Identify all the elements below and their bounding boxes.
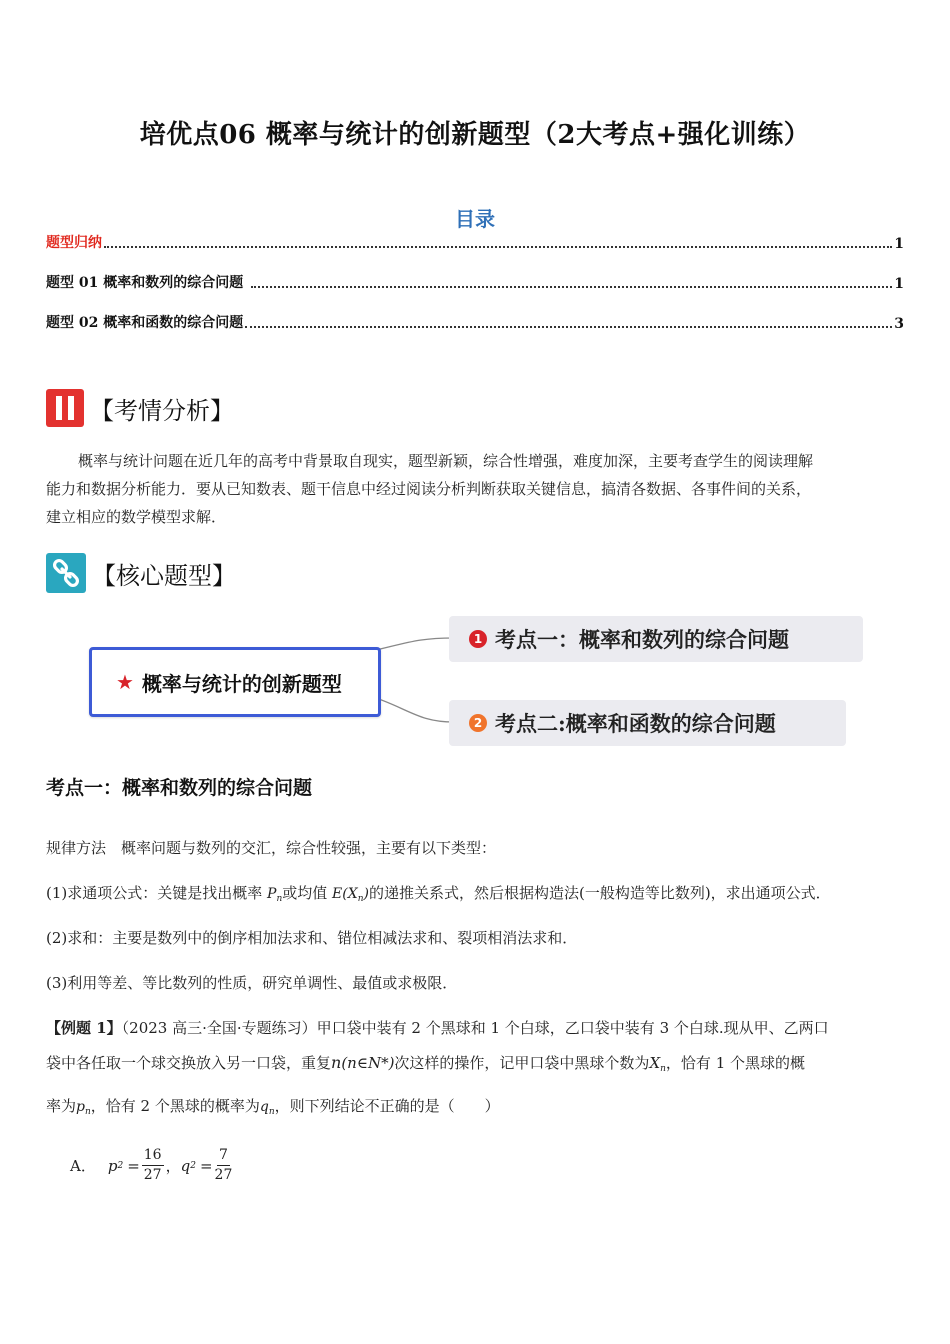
core-heading: 【核心题型】 [92,561,236,590]
text: ，恰有 1 个黑球的概 [665,1054,806,1072]
mindmap-root [89,647,381,717]
math-sub: n [268,1107,275,1117]
fraction [215,1146,233,1185]
mindmap-node-2 [449,700,846,746]
mindmap-root-label: 概率与统计的创新题型 [141,671,342,696]
text: (1)求通项公式：关键是找出概率 [46,884,268,902]
math-var: E [332,886,343,902]
text: ， [165,1157,181,1175]
toc-label: 题型 01 概率和数列的综合问题 [46,275,244,291]
mindmap-connectors [370,630,460,730]
toc-label: 题型 02 概率和函数的综合问题 [46,315,244,331]
method-item-1 [46,882,831,904]
math-sub: n [660,1064,666,1074]
example-line-3 [46,1095,500,1117]
analysis-heading: 【考情分析】 [90,396,234,425]
text: 或均值 [282,884,333,902]
fraction [142,1146,164,1185]
toc-leader [251,285,892,288]
core-section-header [46,553,236,593]
analysis-section-header [46,389,234,427]
mindmap-node-1 [449,616,863,662]
math-op: = [127,1156,140,1175]
math-var: P [267,886,277,902]
math-var: n [331,1053,342,1072]
text: （2023 高三·全国·专题练习）甲口袋中装有 2 个黑球和 1 个白球，乙口袋中装有 3 个白球.现从甲、乙两口 [121,1019,829,1037]
mindmap-node-label: 考点二:概率和函数的综合问题 [495,711,776,736]
example-line-1 [46,1017,829,1038]
math-var: p [107,1156,118,1175]
math-op: = [199,1156,213,1175]
toc-label: 题型归纳 [46,235,102,251]
text: 次这样的操作，记甲口袋中黑球个数为 [394,1054,650,1072]
method-line: 规律方法 概率问题与数列的交汇，综合性较强，主要有以下类型： [46,839,497,857]
toc-leader [104,245,892,248]
denominator: 27 [143,1167,162,1183]
method-item-2: (2)求和：主要是数列中的倒序相加法求和、错位相减法求和、裂项相消法求和． [46,929,578,947]
text: ，恰有 2 个黑球的概率为 [90,1097,260,1115]
toc-row[interactable] [46,312,904,332]
math-set: (n∈N*) [341,1054,395,1072]
analysis-line: 建立相应的数学模型求解． [46,508,227,526]
math-var: X [649,1054,661,1072]
number-badge-icon: 1 [469,630,487,648]
math-var: p [76,1099,85,1115]
star-icon: ★ [116,670,134,694]
math-var: q [180,1156,191,1175]
math-sub: n [357,894,364,904]
analysis-paragraph [46,447,906,531]
toc-page: 1 [894,276,904,292]
math-var: (X [342,886,358,902]
text: 率为 [46,1097,77,1115]
toc-leader [245,325,892,328]
math-var: q [259,1099,269,1115]
toc-heading: 目录 [455,207,495,231]
example-line-2 [46,1052,805,1074]
math-var: ) [363,886,369,902]
math-sub: 2 [190,1160,196,1171]
denominator: 27 [214,1167,233,1183]
text: 的递推关系式，然后根据构造法(一般构造等比数列)，求出通项公式． [368,884,831,902]
option-a[interactable] [70,1146,234,1185]
option-label: A． [70,1157,96,1175]
method-item-3: (3)利用等差、等比数列的性质，研究单调性、最值或求极限． [46,974,458,992]
math-sub: n [276,894,283,904]
example-tag: 【例题 1】 [46,1019,122,1037]
toc-row[interactable] [46,272,904,292]
analysis-line: 概率与统计问题在近几年的高考中背景取自现实，题型新颖，综合性增强，难度加深，主要考查学生的阅读理解 [78,452,814,470]
point-one-title: 考点一：概率和数列的综合问题 [46,777,313,799]
numerator: 7 [217,1146,230,1166]
math-sub: 2 [117,1160,124,1171]
link-icon [46,553,86,593]
analysis-line: 能力和数据分析能力．要从已知数表、题干信息中经过阅读分析判断获取关键信息，搞清各数据、各事件间的关系， [46,480,812,498]
number-badge-icon: 2 [469,714,487,732]
pause-bars-icon [46,389,84,427]
toc-page: 1 [894,236,904,252]
text: 袋中各任取一个球交换放入另一口袋，重复 [46,1054,332,1072]
text: ，则下列结论不正确的是（ ） [274,1097,500,1115]
mindmap-node-label: 考点一：概率和数列的综合问题 [495,627,789,652]
page-title: 培优点06 概率与统计的创新题型（2大考点+强化训练） [139,120,811,150]
toc-row[interactable] [46,232,904,252]
numerator: 16 [142,1146,164,1166]
math-sub: n [84,1107,91,1117]
toc-page: 3 [894,316,904,332]
